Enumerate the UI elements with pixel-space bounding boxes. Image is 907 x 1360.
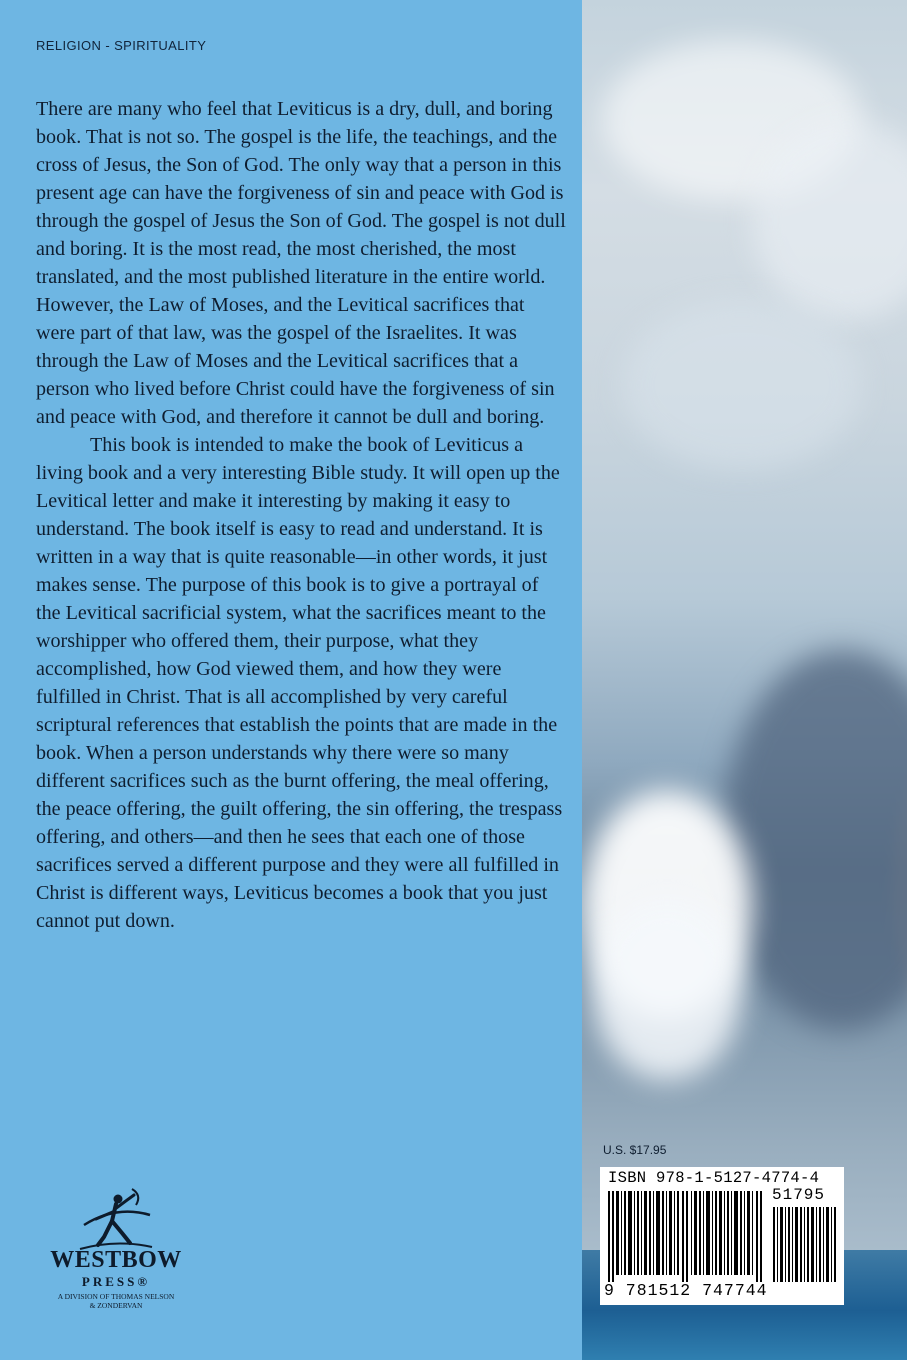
ean-digits: 9 781512 747744: [604, 1281, 768, 1300]
addon-digits: 51795: [772, 1186, 826, 1204]
addon-barcode-icon: [772, 1207, 838, 1282]
storm-cloud: [722, 650, 907, 1030]
isbn-text: ISBN 978-1-5127-4774-4: [608, 1169, 820, 1187]
barcode: [600, 1167, 844, 1305]
division-line-2: & ZONDERVAN: [89, 1301, 143, 1310]
division-line-1: A DIVISION OF THOMAS NELSON: [57, 1292, 175, 1301]
white-cloud-lower: [592, 900, 742, 1080]
mid-cloud: [622, 300, 862, 470]
publisher-press: PRESS®: [81, 1274, 151, 1289]
publisher-logo: [36, 1185, 196, 1335]
price-label: U.S. $17.95: [603, 1143, 667, 1157]
publisher-name: WESTBOW: [50, 1247, 182, 1273]
blurb: [36, 95, 567, 935]
blurb-paragraph-2: This book is intended to make the book of Leviticus a living book and a very interesting Bible study. It will open up the Levitical letter and make it interesting by making it easy to understand. The book itself is easy to read and understand. It is written in a way that is quite reasonable—in other words, it just makes sense. The purpose of this book is to give a portrayal of the Levitical sacrificial system, what the sacrifices meant to the worshipper who offered them, their purpose, what they accomplished, how God viewed them, and how they were fulfilled in Christ. That is all accomplished by very careful scriptural references that establish the points that are made in the book. When a person understands why there were so many different sacrifices such as the burnt offering, the meal offering, the peace offering, the guilt offering, the sin offering, the trespass offering, and others—and then he sees that each one of those sacrifices served a different purpose and they were all fulfilled in Christ is different ways, Leviticus becomes a book that you just cannot put down.: [36, 434, 563, 932]
publisher-division: [36, 1292, 196, 1310]
westbow-archer-logo-icon: [76, 1185, 156, 1255]
category-label: RELIGION - SPIRITUALITY: [36, 38, 207, 53]
blurb-paragraph-1: There are many who feel that Leviticus is a dry, dull, and boring book. That is not so. The gospel is the life, the teachings, and the cross of Jesus, the Son of God. The only way that a person in this present age can have the forgiveness of sin and peace with God is through the gospel of Jesus the Son of God. The gospel is not dull and boring. It is the most read, the most cherished, the most translated, and the most published literature in the entire world. However, the Law of Moses, and the Levitical sacrifices that were part of that law, was the gospel of the Israelites. It was through the Law of Moses and the Levitical sacrifices that a person who lived before Christ could have the forgiveness of sin and peace with God, and therefore it cannot be dull and boring.: [36, 98, 566, 428]
barcode-icon: [606, 1191, 764, 1282]
